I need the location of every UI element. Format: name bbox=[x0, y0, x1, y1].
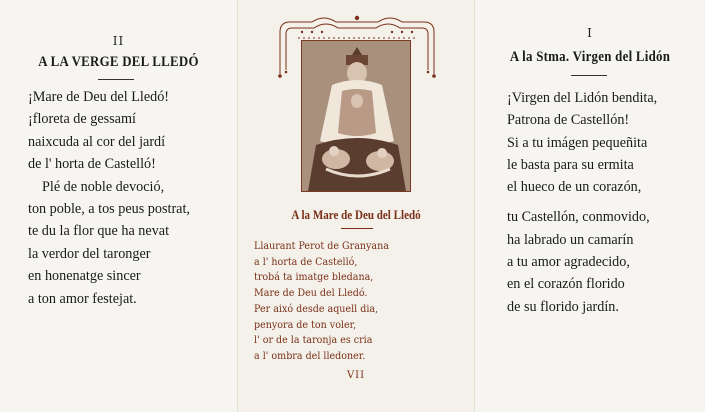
verse-line: ton poble, a tos peus postrat, bbox=[28, 201, 190, 218]
title-divider bbox=[98, 79, 134, 80]
verse-line: de su florido jardín. bbox=[507, 298, 619, 315]
title-divider bbox=[341, 228, 373, 229]
right-page bbox=[475, 0, 705, 412]
verse-line: a l' horta de Castelló, bbox=[254, 255, 358, 268]
poem-title: A la Stma. Virgen del Lidón bbox=[509, 49, 671, 65]
verse-line: ¡Mare de Deu del Lledó! bbox=[28, 89, 170, 105]
center-verses bbox=[254, 239, 452, 365]
statue-illustration bbox=[302, 41, 411, 192]
center-page bbox=[237, 0, 475, 412]
verse-line: trobá ta imatge bledana, bbox=[254, 271, 374, 284]
verse-line: a tu amor agradecido, bbox=[507, 254, 630, 271]
verse-line: Patrona de Castellón! bbox=[507, 112, 630, 129]
verse-line: penyora de ton voler, bbox=[254, 318, 357, 331]
virgin-statue-image bbox=[301, 40, 411, 192]
page-number: VII bbox=[346, 370, 366, 381]
verse-line: el hueco de un corazón, bbox=[507, 179, 642, 196]
verse-line: Plé de noble devoció, bbox=[42, 178, 165, 195]
verse-line: naixcuda al cor del jardí bbox=[28, 133, 166, 150]
verse-line: a l' ombra del lledoner. bbox=[254, 349, 366, 362]
verse-line: Si a tu imágen pequeñita bbox=[507, 134, 648, 151]
poem-title: A LA VERGE DEL LLEDÓ bbox=[38, 54, 199, 70]
verse-line: Per aixó desde aquell dia, bbox=[254, 302, 379, 315]
verse-line: le basta para su ermita bbox=[507, 156, 634, 173]
left-page bbox=[0, 0, 237, 412]
verse-line: en el corazón florido bbox=[507, 276, 625, 293]
poem-verses bbox=[28, 86, 237, 310]
center-title: A la Mare de Deu del Lledó bbox=[291, 207, 421, 222]
poem-verses bbox=[507, 87, 705, 318]
verse-line: ha labrado un camarín bbox=[507, 231, 634, 248]
poem-numeral: II bbox=[112, 34, 125, 48]
verse-line: Mare de Deu del Lledó. bbox=[254, 287, 368, 300]
title-divider bbox=[571, 75, 607, 76]
verse-line: Llaurant Perot de Granyana bbox=[254, 240, 389, 252]
stanza-break bbox=[507, 198, 705, 206]
poem-numeral: I bbox=[587, 26, 593, 40]
verse-line: la verdor del taronger bbox=[28, 245, 151, 262]
verse-line: a ton amor festejat. bbox=[28, 290, 137, 307]
verse-line: l' or de la taronja es cria bbox=[254, 334, 373, 347]
verse-line: tu Castellón, conmovido, bbox=[507, 209, 650, 226]
verse-line: en honenatge sincer bbox=[28, 268, 141, 285]
verse-line: ¡Virgen del Lidón bendita, bbox=[507, 90, 658, 106]
verse-line: te du la flor que ha nevat bbox=[28, 223, 170, 240]
verse-line: de l' horta de Castelló! bbox=[28, 156, 156, 173]
verse-line: ¡floreta de gessamí bbox=[28, 111, 136, 128]
